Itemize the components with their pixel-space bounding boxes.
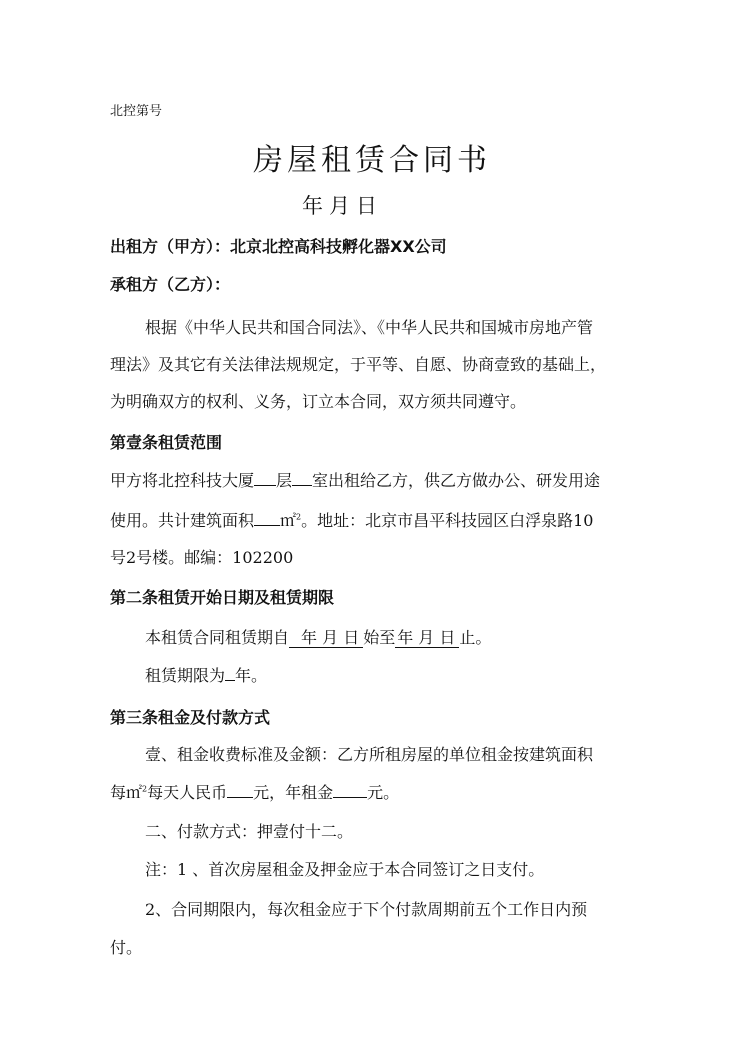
article2-line-1: [145, 625, 491, 648]
daily-rent-blank: [227, 781, 253, 798]
article3-p3: 注：1 、首次房屋租金及押金应于本合同签订之日支付。: [145, 860, 545, 879]
article3-p1-line-1: 壹、租金收费标准及金额：乙方所租房屋的单位租金按建筑面积: [145, 745, 594, 764]
article3-p1-line-2: [110, 780, 399, 803]
article1-line-1: [110, 468, 600, 491]
article1-address: 。地址：北京市昌平科技园区白浮泉路10: [301, 511, 594, 530]
article1-text-a: 甲方将北控科技大厦: [110, 471, 255, 490]
lessor-line: 出租方（甲方）：北京北控高科技孵化器XX公司: [110, 237, 447, 256]
article1-area-label: 使用。共计建筑面积: [110, 511, 255, 530]
room-blank: [292, 469, 312, 486]
article1-text-c: 室出租给乙方，供乙方做办公、研发用途: [312, 471, 601, 490]
term-end-text: 止。: [459, 628, 492, 647]
area-blank: [254, 509, 280, 526]
article1-text-b: 层: [276, 471, 293, 490]
rent-unit-sup: 2: [142, 784, 148, 794]
annual-rent-label: 元，年租金: [253, 783, 334, 802]
rent-unit-prefix: 每㎡: [110, 783, 143, 802]
article1-heading: 第壹条租赁范围: [110, 433, 223, 452]
term-length-label: 租赁期限为: [145, 666, 226, 685]
article3-heading: 第三条租金及付款方式: [110, 708, 271, 727]
start-date-blank: 年 月 日: [289, 628, 363, 648]
preamble-line-2: 理法》及其它有关法律法规规定，于平等、自愿、协商壹致的基础上，: [110, 355, 607, 374]
annual-rent-blank: [333, 781, 367, 798]
preamble-line-1: 根据《中华人民共和国合同法》、《中华人民共和国城市房地产管: [145, 318, 594, 337]
article3-p2: 二、付款方式：押壹付十二。: [145, 822, 354, 841]
rent-end-text: 元。: [367, 783, 400, 802]
area-unit: ㎡: [280, 511, 297, 530]
term-length-blank: [225, 664, 235, 681]
article2-line-2: [145, 663, 267, 686]
term-length-unit: 年。: [235, 666, 268, 685]
term-to-label: 始至: [363, 628, 396, 647]
term-label: 本租赁合同租赁期自: [145, 628, 290, 647]
article3-p4-line-2: 付。: [110, 938, 143, 957]
rent-daily-label: 每天人民币: [147, 783, 228, 802]
article1-line-2: [110, 508, 594, 531]
lessee-line: 承租方（乙方）：: [110, 275, 231, 294]
document-title: 房屋租赁合同书: [253, 143, 491, 178]
preamble-line-3: 为明确双方的权利、义务，订立本合同，双方须共同遵守。: [110, 392, 527, 411]
floor-blank: [254, 469, 276, 486]
end-date-blank: 年 月 日: [395, 628, 459, 648]
document-number: 北控第号: [110, 104, 163, 119]
area-unit-sup: 2: [296, 512, 302, 522]
article1-line-3: 号2号楼。邮编：102200: [110, 548, 294, 567]
article3-p4-line-1: 2、合同期限内，每次租金应于下个付款周期前五个工作日内预: [145, 900, 588, 919]
date-line: 年月日: [302, 194, 383, 218]
article2-heading: 第二条租赁开始日期及租赁期限: [110, 588, 335, 607]
